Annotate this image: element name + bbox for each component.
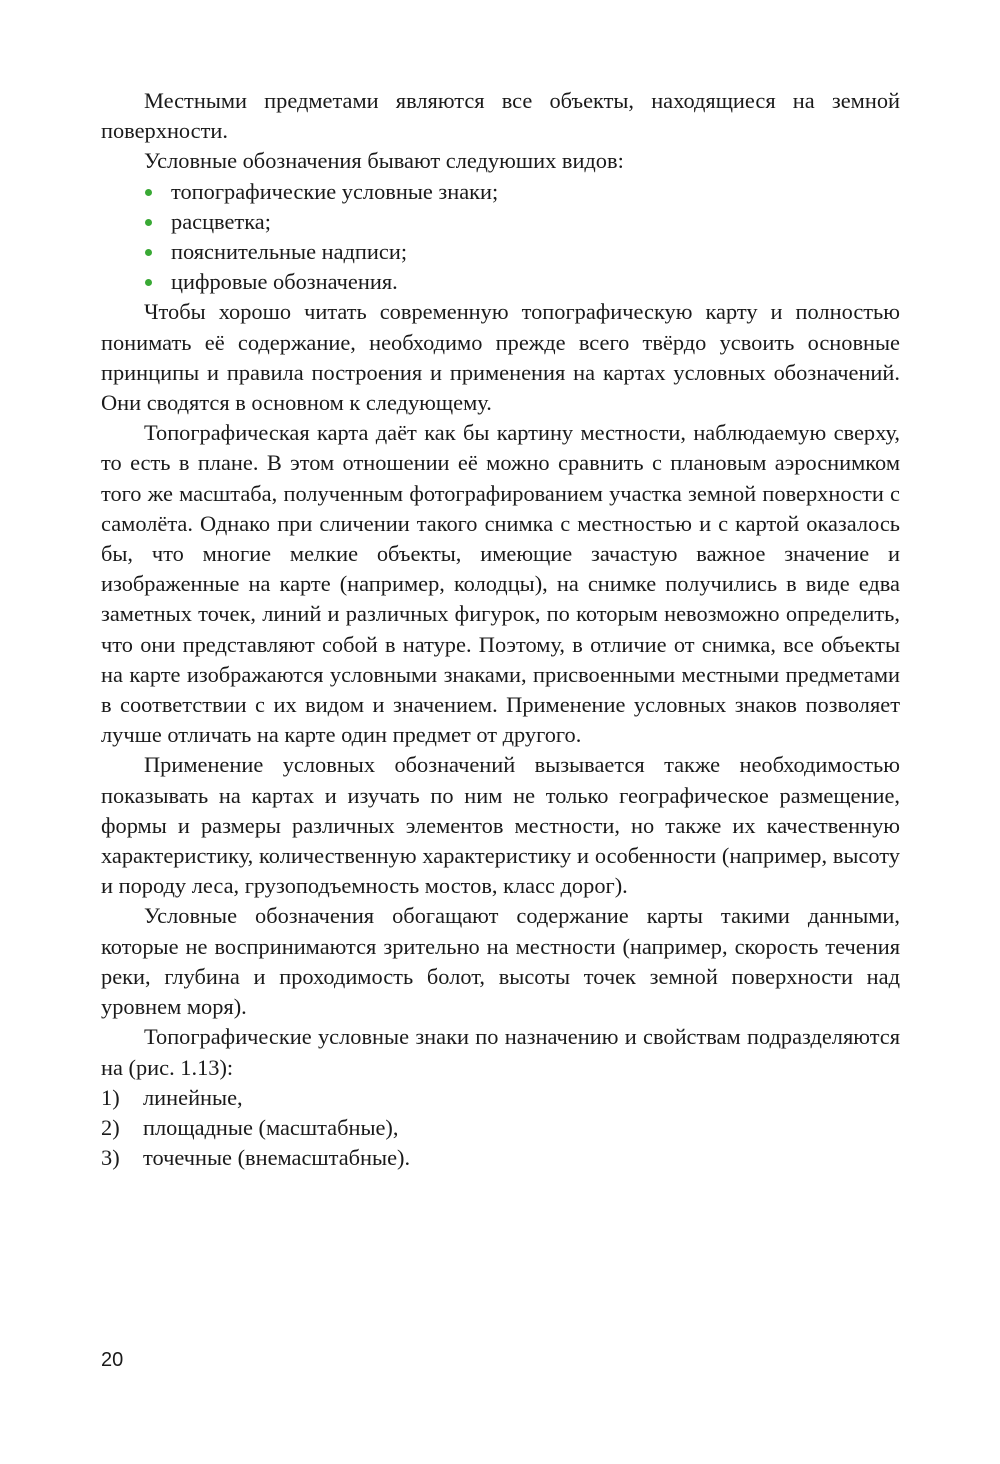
list-item-number: 3): [101, 1145, 120, 1171]
list-item: пояснительные надписи;: [144, 237, 900, 267]
list-item: топографические условные знаки;: [144, 177, 900, 207]
paragraph-symbol-types-intro: Условные обозначения бывают следуюших видов:: [144, 148, 624, 174]
paragraph-symbol-enrichment: Условные обозначения обогащают содержание карты такими данными, которые не воспринимаются зрительно на местности (например, скорость течения реки, глубина и проходимость болот, высоты точек земной поверхности над уровнем моря).: [101, 903, 900, 1020]
list-item-text: площадные (масштабные),: [143, 1114, 399, 1140]
page-body: [101, 86, 900, 1173]
symbol-types-list: [101, 177, 900, 298]
paragraph-symbol-necessity: Применение условных обозначений вызывается также необходимостью показывать на картах и изучать по ним не только географическое размещение, формы и размеры различных элементов местности, но также их качественную характеристику, количественную характеристику и особенности (например, высоту и породу леса, грузоподъемность мостов, класс дорог).: [101, 752, 900, 899]
paragraph-reading-map: Чтобы хорошо читать современную топографическую карту и полностью понимать её содержание, необходимо прежде всего твёрдо усвоить основные принципы и правила построения и применения на картах условных обозначений. Они сводятся в основном к следующему.: [101, 299, 900, 416]
symbol-classes-list: [101, 1083, 900, 1174]
list-item-text: точечные (внемасштабные).: [143, 1145, 411, 1171]
list-item-number: 1): [101, 1084, 120, 1110]
paragraph-symbol-classes-intro: Топографические условные знаки по назначению и свойствам подразделяются на (рис. 1.13):: [101, 1024, 900, 1080]
list-item: [101, 1083, 900, 1113]
list-item: расцветка;: [144, 207, 900, 237]
paragraph-map-vs-photo: Топографическая карта даёт как бы картину местности, наблюдаемую сверху, то есть в плане. В этом отношении её можно сравнить с плановым аэроснимком того же масштаба, полученным фотографированием участка земной поверхности с самолёта. Однако при сличении такого снимка с местностью и с картой оказалось бы, что многие мелкие объекты, имеющие зачастую важное значение и изображенные на карте (например, колодцы), на снимке получились в виде едва заметных точек, линий и различных фигурок, по которым невозможно определить, что они представляют собой в натуре. Поэтому, в отличие от снимка, все объекты на карте изображаются условными знаками, присвоенными местными предметами в соответствии с их видом и значением. Применение условных знаков позволяет лучше отличать на карте один предмет от другого.: [101, 420, 900, 748]
list-item: [101, 1113, 900, 1143]
list-item: [101, 1143, 900, 1173]
page-number: 20: [101, 1349, 124, 1371]
list-item-text: линейные,: [143, 1084, 243, 1110]
paragraph-local-objects: Местными предметами являются все объекты, находящиеся на земной поверхности.: [101, 88, 900, 144]
list-item: цифровые обозначения.: [144, 267, 900, 297]
list-item-number: 2): [101, 1114, 120, 1140]
